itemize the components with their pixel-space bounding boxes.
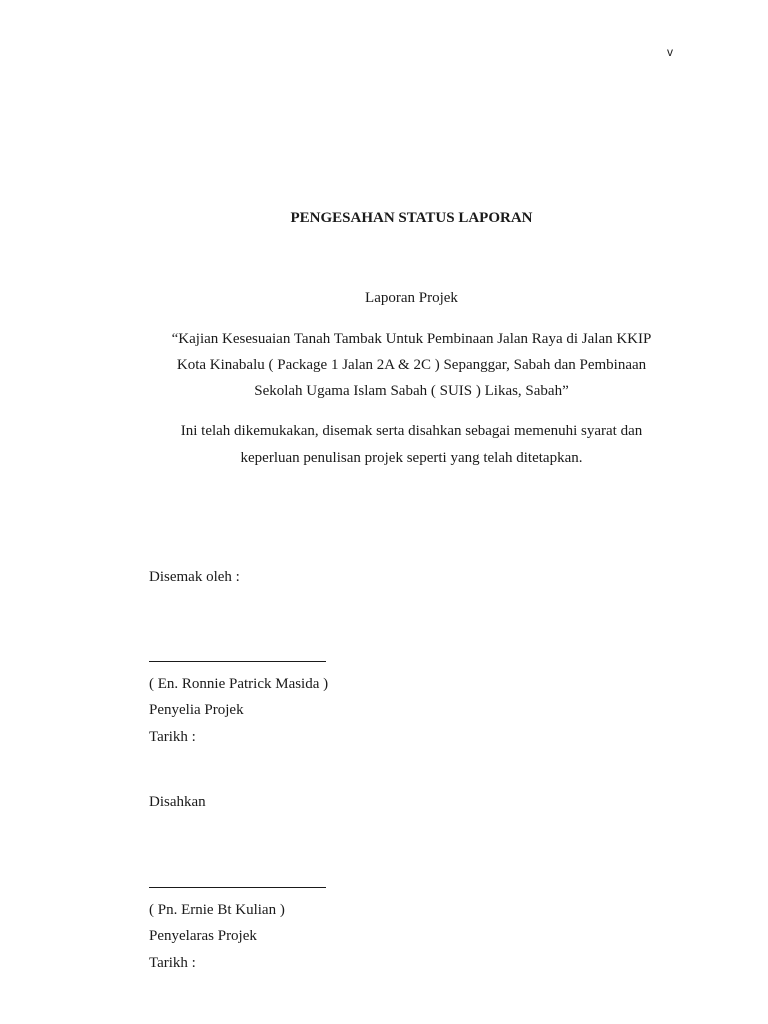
statement-line-2: keperluan penulisan projek seperti yang telah ditetapkan.	[240, 450, 583, 466]
approver-role: Penyelaras Projek	[149, 928, 257, 944]
project-title-line-2: Kota Kinabalu ( Package 1 Jalan 2A & 2C ) Sepanggar, Sabah dan Pembinaan	[176, 357, 647, 373]
reviewer-role: Penyelia Projek	[149, 702, 244, 718]
project-title-line-1: “Kajian Kesesuaian Tanah Tambak Untuk Pembinaan Jalan Raya di Jalan KKIP	[171, 331, 652, 347]
page-number: v	[667, 45, 673, 59]
document-title: PENGESAHAN STATUS LAPORAN	[290, 210, 533, 226]
approver-date-label: Tarikh :	[149, 955, 196, 971]
document-subtitle: Laporan Projek	[365, 290, 458, 306]
approver-heading: Disahkan	[149, 794, 206, 810]
reviewer-name: ( En. Ronnie Patrick Masida )	[149, 676, 329, 692]
reviewer-signature-line	[149, 661, 326, 662]
statement-line-1: Ini telah dikemukakan, disemak serta disahkan sebagai memenuhi syarat dan	[180, 423, 643, 439]
approver-name: ( Pn. Ernie Bt Kulian )	[149, 902, 285, 918]
reviewer-date-label: Tarikh :	[149, 729, 196, 745]
approver-signature-line	[149, 887, 326, 888]
project-title-line-3: Sekolah Ugama Islam Sabah ( SUIS ) Likas, Sabah”	[254, 383, 569, 399]
reviewer-heading: Disemak oleh :	[149, 569, 240, 585]
